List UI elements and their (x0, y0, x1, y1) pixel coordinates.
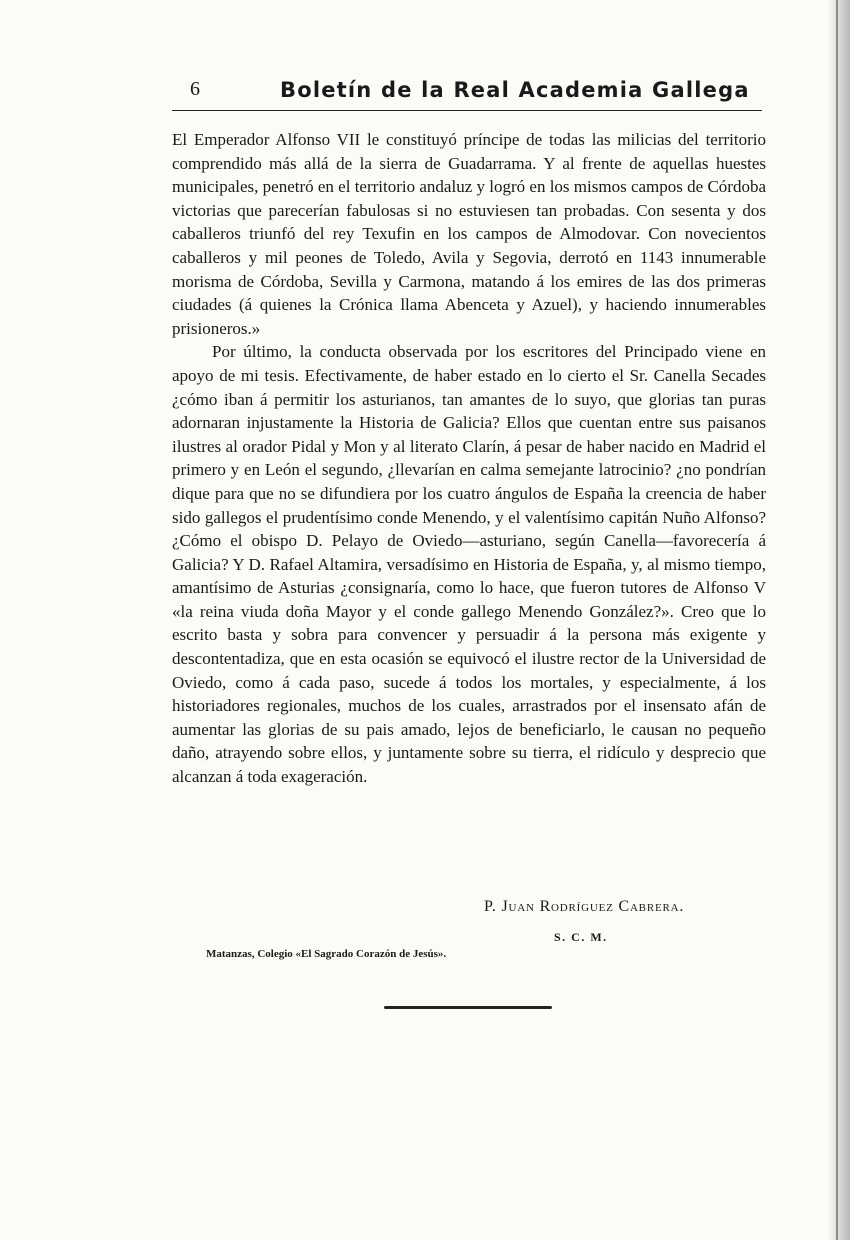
article-body (172, 128, 766, 789)
place-dateline: Matanzas, Colegio «El Sagrado Corazón de Jesús». (206, 948, 447, 960)
religious-order: S. C. M. (554, 930, 608, 944)
running-title: Boletín de la Real Academia Gallega (280, 78, 750, 102)
page-edge-shadow (828, 0, 850, 1240)
author-signature: P. Juan Rodríguez Cabrera. (484, 898, 685, 915)
page-header (172, 74, 762, 111)
paragraph-1: El Emperador Alfonso VII le constituyó príncipe de todas las milicias del territorio comprendido más allá de la sierra de Guadarrama. Y al frente de aquellas huestes municipales, penetró en el territorio andaluz y logró en los mismos campos de Córdoba victorias que parecerían fabulosas si no estuviesen tan probadas. Con sesenta y dos caballeros triunfó del rey Texufin en los campos de Almodovar. Con novecientos caballeros y mil peones de Toledo, Avila y Segovia, derrotó en 1143 innumerable morisma de Córdoba, Sevilla y Carmona, matando á los emires de las dos primeras ciudades (á quienes la Crónica llama Abenceta y Azuel), y haciendo innumerables prisioneros.» (172, 130, 766, 338)
paragraph-2: Por último, la conducta observada por los escritores del Principado viene en apoyo de mi tesis. Efectivamente, de haber estado en lo cierto el Sr. Canella Secades ¿cómo iban á permitir los asturianos, tan amantes de lo suyo, que glorias tan puras adornaran injustamente la Historia de Galicia? Ellos que cuentan entre sus paisanos ilustres al orador Pidal y Mon y al literato Clarín, á pesar de haber nacido en Madrid el primero y en León el segundo, ¿llevarían en calma semejante latrocinio? ¿no pondrían dique para que no se difundiera por los cuatro ángulos de España la creencia de haber sido gallegos el prudentísimo conde Menendo, y el valentísimo capitán Nuño Alfonso? ¿Cómo el obispo D. Pelayo de Oviedo—asturiano, según Canella—favorecería á Galicia? Y D. Rafael Altamira, versadísimo en Historia de España, y, al mismo tiempo, amantísimo de Asturias ¿consignaría, como lo hace, que fueron tutores de Alfonso V «la reina viuda doña Mayor y el conde gallego Menendo González?». Creo que lo escrito basta y sobra para convencer y persuadir á la persona más exigente y descontentadiza, que en esta ocasión se equivocó el ilustre rector de la Universidad de Oviedo, como á cada paso, sucede á todos los mortales, y especialmente, á los historiadores regionales, muchos de los cuales, arrastrados por el insensato afán de aumentar las glorias de su pais amado, lejos de beneficiarlo, le causan no pequeño daño, atrayendo sobre ellos, y juntamente sobre su tierra, el ridículo y desprecio que alcanzan á toda exageración. (172, 342, 766, 787)
end-ornament-rule (384, 1006, 552, 1009)
page-number: 6 (190, 78, 200, 100)
